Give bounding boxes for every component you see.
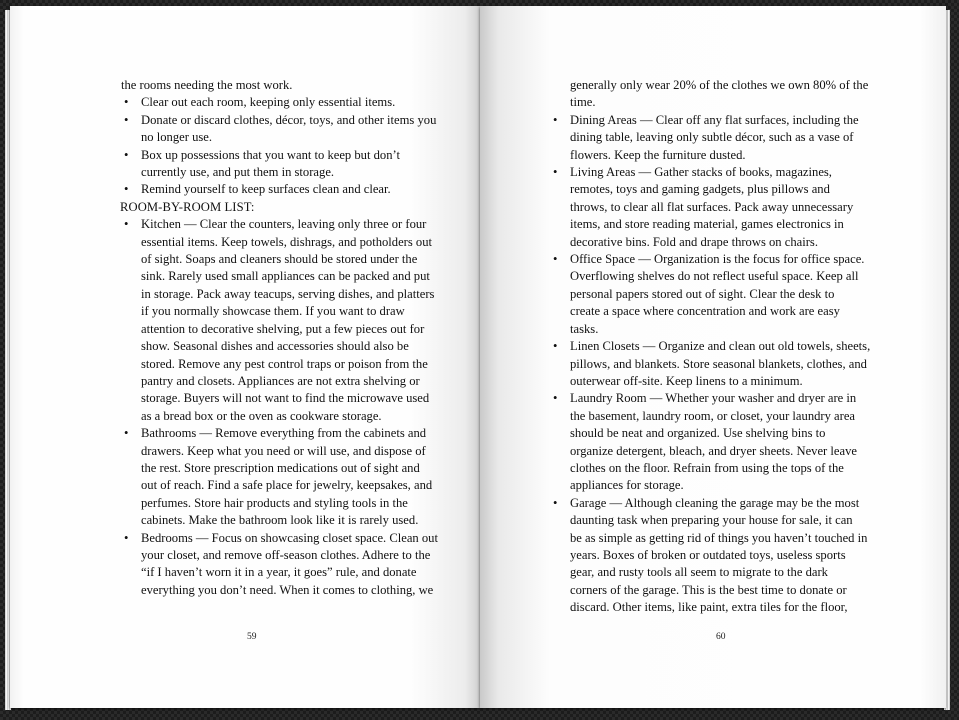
- room-first-line: [570, 338, 920, 355]
- text-line: create a space where concentration and work are easy: [570, 304, 840, 319]
- room-item: [120, 425, 465, 529]
- text-line: items, and store reading material, games electronics in: [570, 217, 844, 232]
- text-line: out of reach. Find a safe place for jewelry, keepsakes, and: [141, 478, 433, 493]
- room-item: [120, 216, 465, 425]
- room-first-line: [570, 112, 920, 129]
- room-term: Office Space: [570, 252, 636, 267]
- text-line: • Donate or discard clothes, décor, toys, and other items you: [141, 112, 437, 127]
- text-line: the basement, laundry room, or closet, your laundry area: [570, 408, 856, 423]
- text-line: the rooms needing the most work.: [121, 78, 293, 92]
- section-heading: ROOM-BY-ROOM LIST:: [120, 199, 255, 214]
- text-line: show. Seasonal dishes and accessories should also be: [141, 339, 409, 354]
- room-first-line: [570, 390, 920, 407]
- text-line: daunting task when preparing your house for sale, it can: [570, 513, 853, 528]
- text-line: stored. Remove any pest control traps or poison from the: [141, 356, 428, 371]
- text-line: be as simple as getting rid of things you haven’t touched in: [570, 530, 868, 545]
- room-description: — Gather stacks of books, magazines,: [635, 165, 832, 180]
- text-line: Overflowing shelves do not reflect useful space. Keep all: [570, 269, 859, 284]
- text-line: “if I haven’t worn it in a year, it goes” rule, and donate: [141, 565, 417, 580]
- left-page-body: [120, 77, 465, 599]
- room-term: Bedrooms: [141, 530, 193, 545]
- text-line: sink. Rarely used small appliances can be packed and put: [141, 269, 430, 284]
- room-term: Linen Closets: [570, 339, 640, 354]
- text-line: generally only wear 20% of the clothes we own 80% of the: [570, 78, 869, 92]
- text-line: your closet, and remove off-season clothes. Adhere to the: [141, 547, 431, 562]
- text-line: appliances for storage.: [570, 478, 684, 493]
- page-number: 59: [247, 632, 257, 642]
- text-line: no longer use.: [141, 130, 212, 145]
- room-term: Living Areas: [570, 165, 636, 180]
- text-line: if you normally showcase them. If you want to draw: [141, 304, 405, 319]
- room-term: Dining Areas: [570, 112, 637, 127]
- text-line: flowers. Keep the furniture dusted.: [570, 147, 746, 162]
- room-first-line: [570, 164, 920, 181]
- room-first-line: [570, 495, 920, 512]
- room-item: [120, 530, 465, 600]
- room-description: — Remove everything from the cabinets and: [196, 426, 427, 441]
- room-list: [120, 216, 465, 599]
- text-line: currently use, and put them in storage.: [141, 165, 335, 180]
- room-first-line: [141, 530, 465, 547]
- text-line: throws, to clear all flat surfaces. Pack away unnecessary: [570, 199, 854, 214]
- room-term: Garage: [570, 495, 607, 510]
- text-line: • Clear out each room, keeping only essential items.: [141, 95, 396, 110]
- text-line: remotes, toys and gaming gadgets, plus pillows and: [570, 182, 830, 197]
- page-number: 60: [716, 632, 726, 642]
- text-line: storage. Buyers will not want to find the microwave used: [141, 391, 430, 406]
- text-line: should be neat and organized. Use shelving bins to: [570, 426, 826, 441]
- text-line: essential items. Keep towels, dishrags, and potholders out: [141, 234, 433, 249]
- room-term: Bathrooms: [141, 426, 197, 441]
- room-description: — Focus on showcasing closet space. Clean out: [192, 530, 438, 545]
- text-line: • Box up possessions that you want to keep but don’t: [141, 147, 400, 162]
- text-line: everything you don’t need. When it comes to clothing, we: [141, 582, 434, 597]
- room-term: Kitchen: [141, 217, 181, 232]
- room-first-line: [141, 216, 465, 233]
- text-line: of sight. Soaps and cleaners should be stored under the: [141, 252, 418, 267]
- text-line: years. Boxes of broken or outdated toys, useless sports: [570, 547, 846, 562]
- text-line: time.: [570, 95, 596, 110]
- text-line: pantry and closets. Appliances are not extra shelving or: [141, 373, 420, 388]
- text-line: decorative bins. Fold and drape throws on chairs.: [570, 234, 818, 249]
- room-description: — Organize and clean out old towels, sheets,: [639, 339, 871, 354]
- text-line: gear, and rusty tools all seem to migrate to the dark: [570, 565, 828, 580]
- text-line: personal papers stored out of sight. Clear the desk to: [570, 286, 835, 301]
- right-page: [480, 6, 946, 708]
- room-description: — Clear the counters, leaving only three or four: [180, 217, 427, 232]
- text-line: dining table, leaving only subtle décor, such as a vase of: [570, 130, 854, 145]
- text-line: discard. Other items, like paint, extra tiles for the floor,: [570, 600, 848, 615]
- room-first-line: [141, 425, 465, 442]
- room-description: — Although cleaning the garage may be the most: [606, 495, 860, 510]
- left-page: [10, 6, 480, 708]
- text-line: in storage. Pack away teacups, serving dishes, and platters: [141, 286, 435, 301]
- room-item: [549, 251, 920, 338]
- text-line: as a bread box or the oven as cookware storage.: [141, 408, 382, 423]
- text-line: • Remind yourself to keep surfaces clean and clear.: [141, 182, 391, 197]
- text-line: clothes on the floor. Refrain from using the tops of the: [570, 460, 844, 475]
- room-term: Laundry Room: [570, 391, 647, 406]
- room-item: [549, 112, 920, 164]
- bullet-item: [120, 94, 465, 111]
- room-item: [549, 390, 920, 494]
- right-page-body: [570, 77, 920, 617]
- room-item: [549, 495, 920, 617]
- lead-paragraph: [570, 77, 920, 112]
- room-description: — Whether your washer and dryer are in: [646, 391, 857, 406]
- bullet-item: [120, 147, 465, 182]
- text-line: tasks.: [570, 321, 599, 336]
- room-description: — Clear off any flat surfaces, including the: [636, 112, 859, 127]
- text-line: outerwear off-site. Keep linens to a minimum.: [570, 373, 803, 388]
- text-line: corners of the garage. This is the best time to donate or: [570, 582, 847, 597]
- room-description: — Organization is the focus for office space.: [635, 252, 865, 267]
- text-line: cabinets. Make the bathroom look like it is rarely used.: [141, 513, 419, 528]
- text-line: perfumes. Store hair products and styling tools in the: [141, 495, 408, 510]
- text-line: attention to decorative shelving, put a few pieces out for: [141, 321, 425, 336]
- text-line: pillows, and blankets. Store seasonal blankets, clothes, and: [570, 356, 867, 371]
- text-line: drawers. Keep what you need or will use, and dispose of: [141, 443, 426, 458]
- bullet-item: [120, 181, 465, 198]
- room-item: [549, 164, 920, 251]
- bullet-item: [120, 112, 465, 147]
- text-line: the rest. Store prescription medications out of sight and: [141, 460, 420, 475]
- open-book: [10, 6, 951, 714]
- text-line: organize detergent, bleach, and dryer sheets. Never leave: [570, 443, 857, 458]
- room-first-line: [570, 251, 920, 268]
- bullet-list: [120, 94, 465, 198]
- room-item: [549, 338, 920, 390]
- room-list: [549, 112, 920, 617]
